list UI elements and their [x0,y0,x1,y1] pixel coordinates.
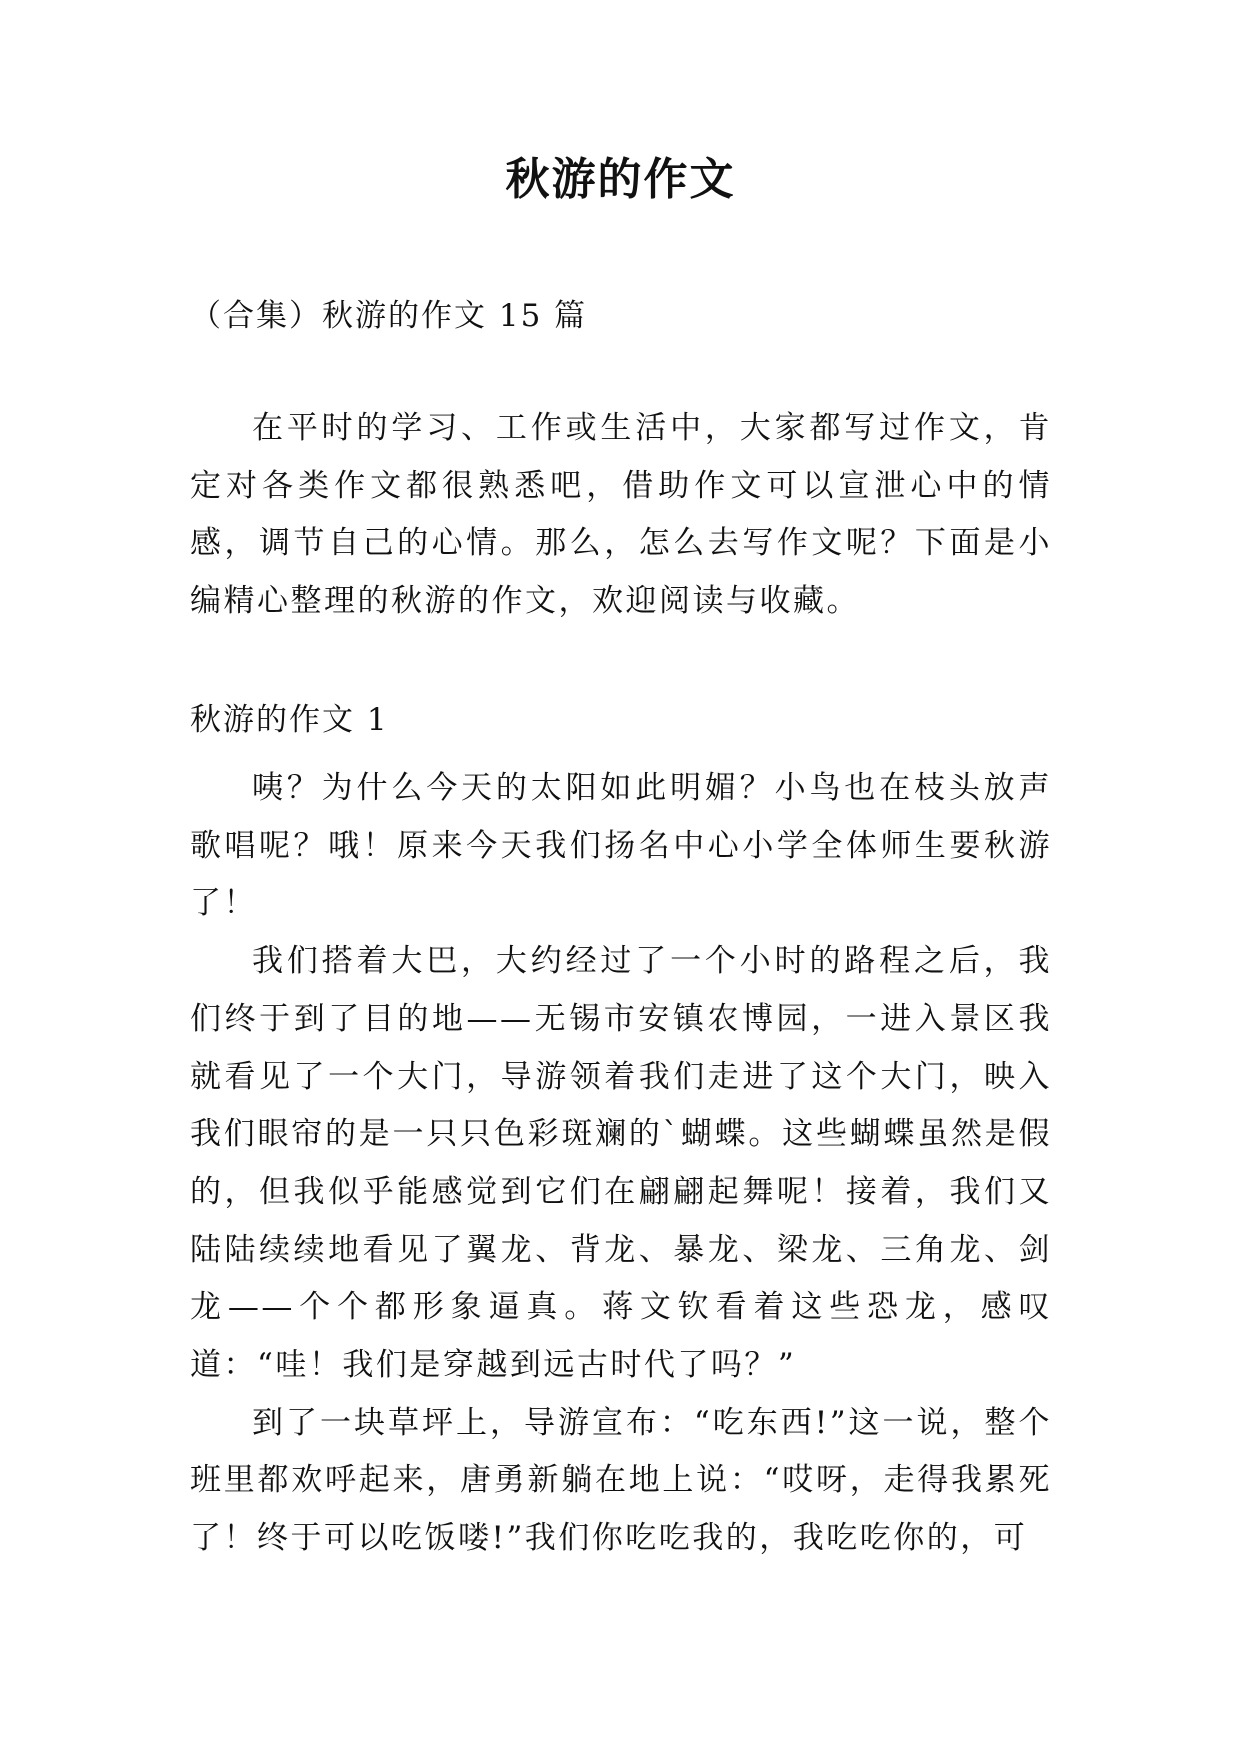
document-subtitle: （合集）秋游的作文 15 篇 [190,298,588,334]
essay-paragraph: 咦？为什么今天的太阳如此明媚？小鸟也在枝头放声歌唱呢？哦！原来今天我们扬名中心小学全体师生要秋游了！ [190,770,1052,922]
essay-paragraph: 我们搭着大巴，大约经过了一个小时的路程之后，我们终于到了目的地——无锡市安镇农博园，一进入景区我就看见了一个大门，导游领着我们走进了这个大门，映入我们眼帘的是一只只色彩斑斓的`蝴蝶。这些蝴蝶虽然是假的，但我似乎能感觉到它们在翩翩起舞呢！接着，我们又陆陆续续地看见了翼龙、背龙、暴龙、梁龙、三角龙、剑龙——个个都形象逼真。蒋文钦看着这些恐龙，感叹道：“哇！我们是穿越到远古时代了吗？” [190,943,1052,1384]
essay-body [190,760,1052,1568]
essay-paragraph: 到了一块草坪上，导游宣布：“吃东西!”这一说，整个班里都欢呼起来，唐勇新躺在地上说：“哎呀，走得我累死了！终于可以吃饭喽!”我们你吃吃我的，我吃吃你的，可 [190,1404,1052,1557]
intro-paragraph: 在平时的学习、工作或生活中，大家都写过作文，肯定对各类作文都很熟悉吧，借助作文可以宣泄心中的情感，调节自己的心情。那么，怎么去写作文呢？下面是小编精心整理的秋游的作文，欢迎阅读与收藏。 [190,410,1052,620]
document-title: 秋游的作文 [505,154,736,205]
section-heading: 秋游的作文 1 [190,702,389,738]
